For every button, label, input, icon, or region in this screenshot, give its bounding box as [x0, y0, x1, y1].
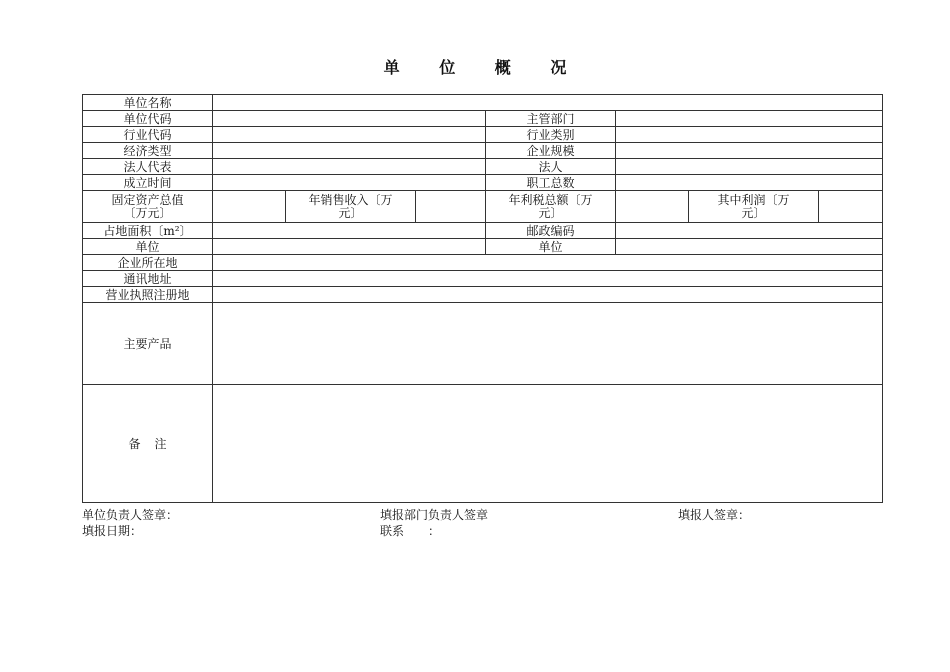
row-established: [83, 175, 883, 191]
supervisor-dept-field[interactable]: [616, 111, 883, 127]
row-main-products: [83, 303, 883, 385]
dept-head-signature-label: 填报部门负责人签章: [380, 508, 489, 522]
row-location: [83, 255, 883, 271]
enterprise-scale-label: 企业规模: [486, 143, 616, 159]
annual-sales-label: [286, 191, 416, 223]
industry-category-field[interactable]: [616, 127, 883, 143]
legal-person-field[interactable]: [616, 159, 883, 175]
row-economy: [83, 143, 883, 159]
remarks-label: 备注: [83, 385, 213, 503]
industry-category-label: 行业类别: [486, 127, 616, 143]
profit-label-line1: 其中利润〔万: [717, 192, 790, 207]
profit-label-line2: 元〕: [741, 205, 766, 220]
established-date-label: 成立时间: [83, 175, 213, 191]
fill-date-label: 填报日期：: [82, 524, 143, 538]
fixed-assets-label: [83, 191, 213, 223]
row-remarks: [83, 385, 883, 503]
mailing-address-label: 通讯地址: [83, 271, 213, 287]
annual-tax-label: [486, 191, 616, 223]
unit-head-signature-label: 单位负责人签章：: [82, 508, 179, 522]
enterprise-location-label: 企业所在地: [83, 255, 213, 271]
annual-sales-field[interactable]: [416, 191, 486, 223]
unit-name-field[interactable]: [213, 95, 883, 111]
unit-name-label: 单位名称: [83, 95, 213, 111]
unit-overview-form: [82, 94, 883, 503]
main-products-label: 主要产品: [83, 303, 213, 385]
enterprise-location-field[interactable]: [213, 255, 883, 271]
established-date-field[interactable]: [213, 175, 486, 191]
row-legal: [83, 159, 883, 175]
annual-tax-label-line1: 年利税总额〔万: [508, 192, 593, 207]
main-products-field[interactable]: [213, 303, 883, 385]
legal-representative-field[interactable]: [213, 159, 486, 175]
economy-type-label: 经济类型: [83, 143, 213, 159]
land-area-field[interactable]: [213, 223, 486, 239]
filler-signature-label: 填报人签章：: [678, 508, 751, 522]
fixed-assets-field[interactable]: [213, 191, 286, 223]
industry-code-label: 行业代码: [83, 127, 213, 143]
remarks-field[interactable]: [213, 385, 883, 503]
unit-code-field[interactable]: [213, 111, 486, 127]
postal-code-label: 邮政编码: [486, 223, 616, 239]
business-license-address-label: 营业执照注册地: [83, 287, 213, 303]
row-license-address: [83, 287, 883, 303]
row-land-area: [83, 223, 883, 239]
unit-left-field[interactable]: [213, 239, 486, 255]
fixed-assets-label-line1: 固定资产总值: [111, 192, 184, 207]
postal-code-field[interactable]: [616, 223, 883, 239]
annual-sales-label-line1: 年销售收入〔万: [308, 192, 393, 207]
legal-representative-label: 法人代表: [83, 159, 213, 175]
annual-tax-field[interactable]: [616, 191, 689, 223]
unit-left-label: 单位: [83, 239, 213, 255]
business-license-address-field[interactable]: [213, 287, 883, 303]
economy-type-field[interactable]: [213, 143, 486, 159]
unit-right-field[interactable]: [616, 239, 883, 255]
profit-field[interactable]: [819, 191, 883, 223]
row-industry: [83, 127, 883, 143]
supervisor-dept-label: 主管部门: [486, 111, 616, 127]
row-unit: [83, 239, 883, 255]
contact-label: 联系 ：: [380, 524, 441, 538]
row-financials: [83, 191, 883, 223]
row-unit-code: [83, 111, 883, 127]
unit-right-label: 单位: [486, 239, 616, 255]
page-title: 单 位 概 况: [383, 58, 584, 77]
row-unit-name: [83, 95, 883, 111]
fixed-assets-label-line2: 〔万元〕: [123, 205, 172, 220]
row-mailing-address: [83, 271, 883, 287]
annual-sales-label-line2: 元〕: [338, 205, 363, 220]
legal-person-label: 法人: [486, 159, 616, 175]
enterprise-scale-field[interactable]: [616, 143, 883, 159]
mailing-address-field[interactable]: [213, 271, 883, 287]
unit-code-label: 单位代码: [83, 111, 213, 127]
profit-label: [689, 191, 819, 223]
industry-code-field[interactable]: [213, 127, 486, 143]
land-area-label: 占地面积〔m²〕: [83, 223, 213, 239]
total-employees-field[interactable]: [616, 175, 883, 191]
total-employees-label: 职工总数: [486, 175, 616, 191]
annual-tax-label-line2: 元〕: [538, 205, 563, 220]
